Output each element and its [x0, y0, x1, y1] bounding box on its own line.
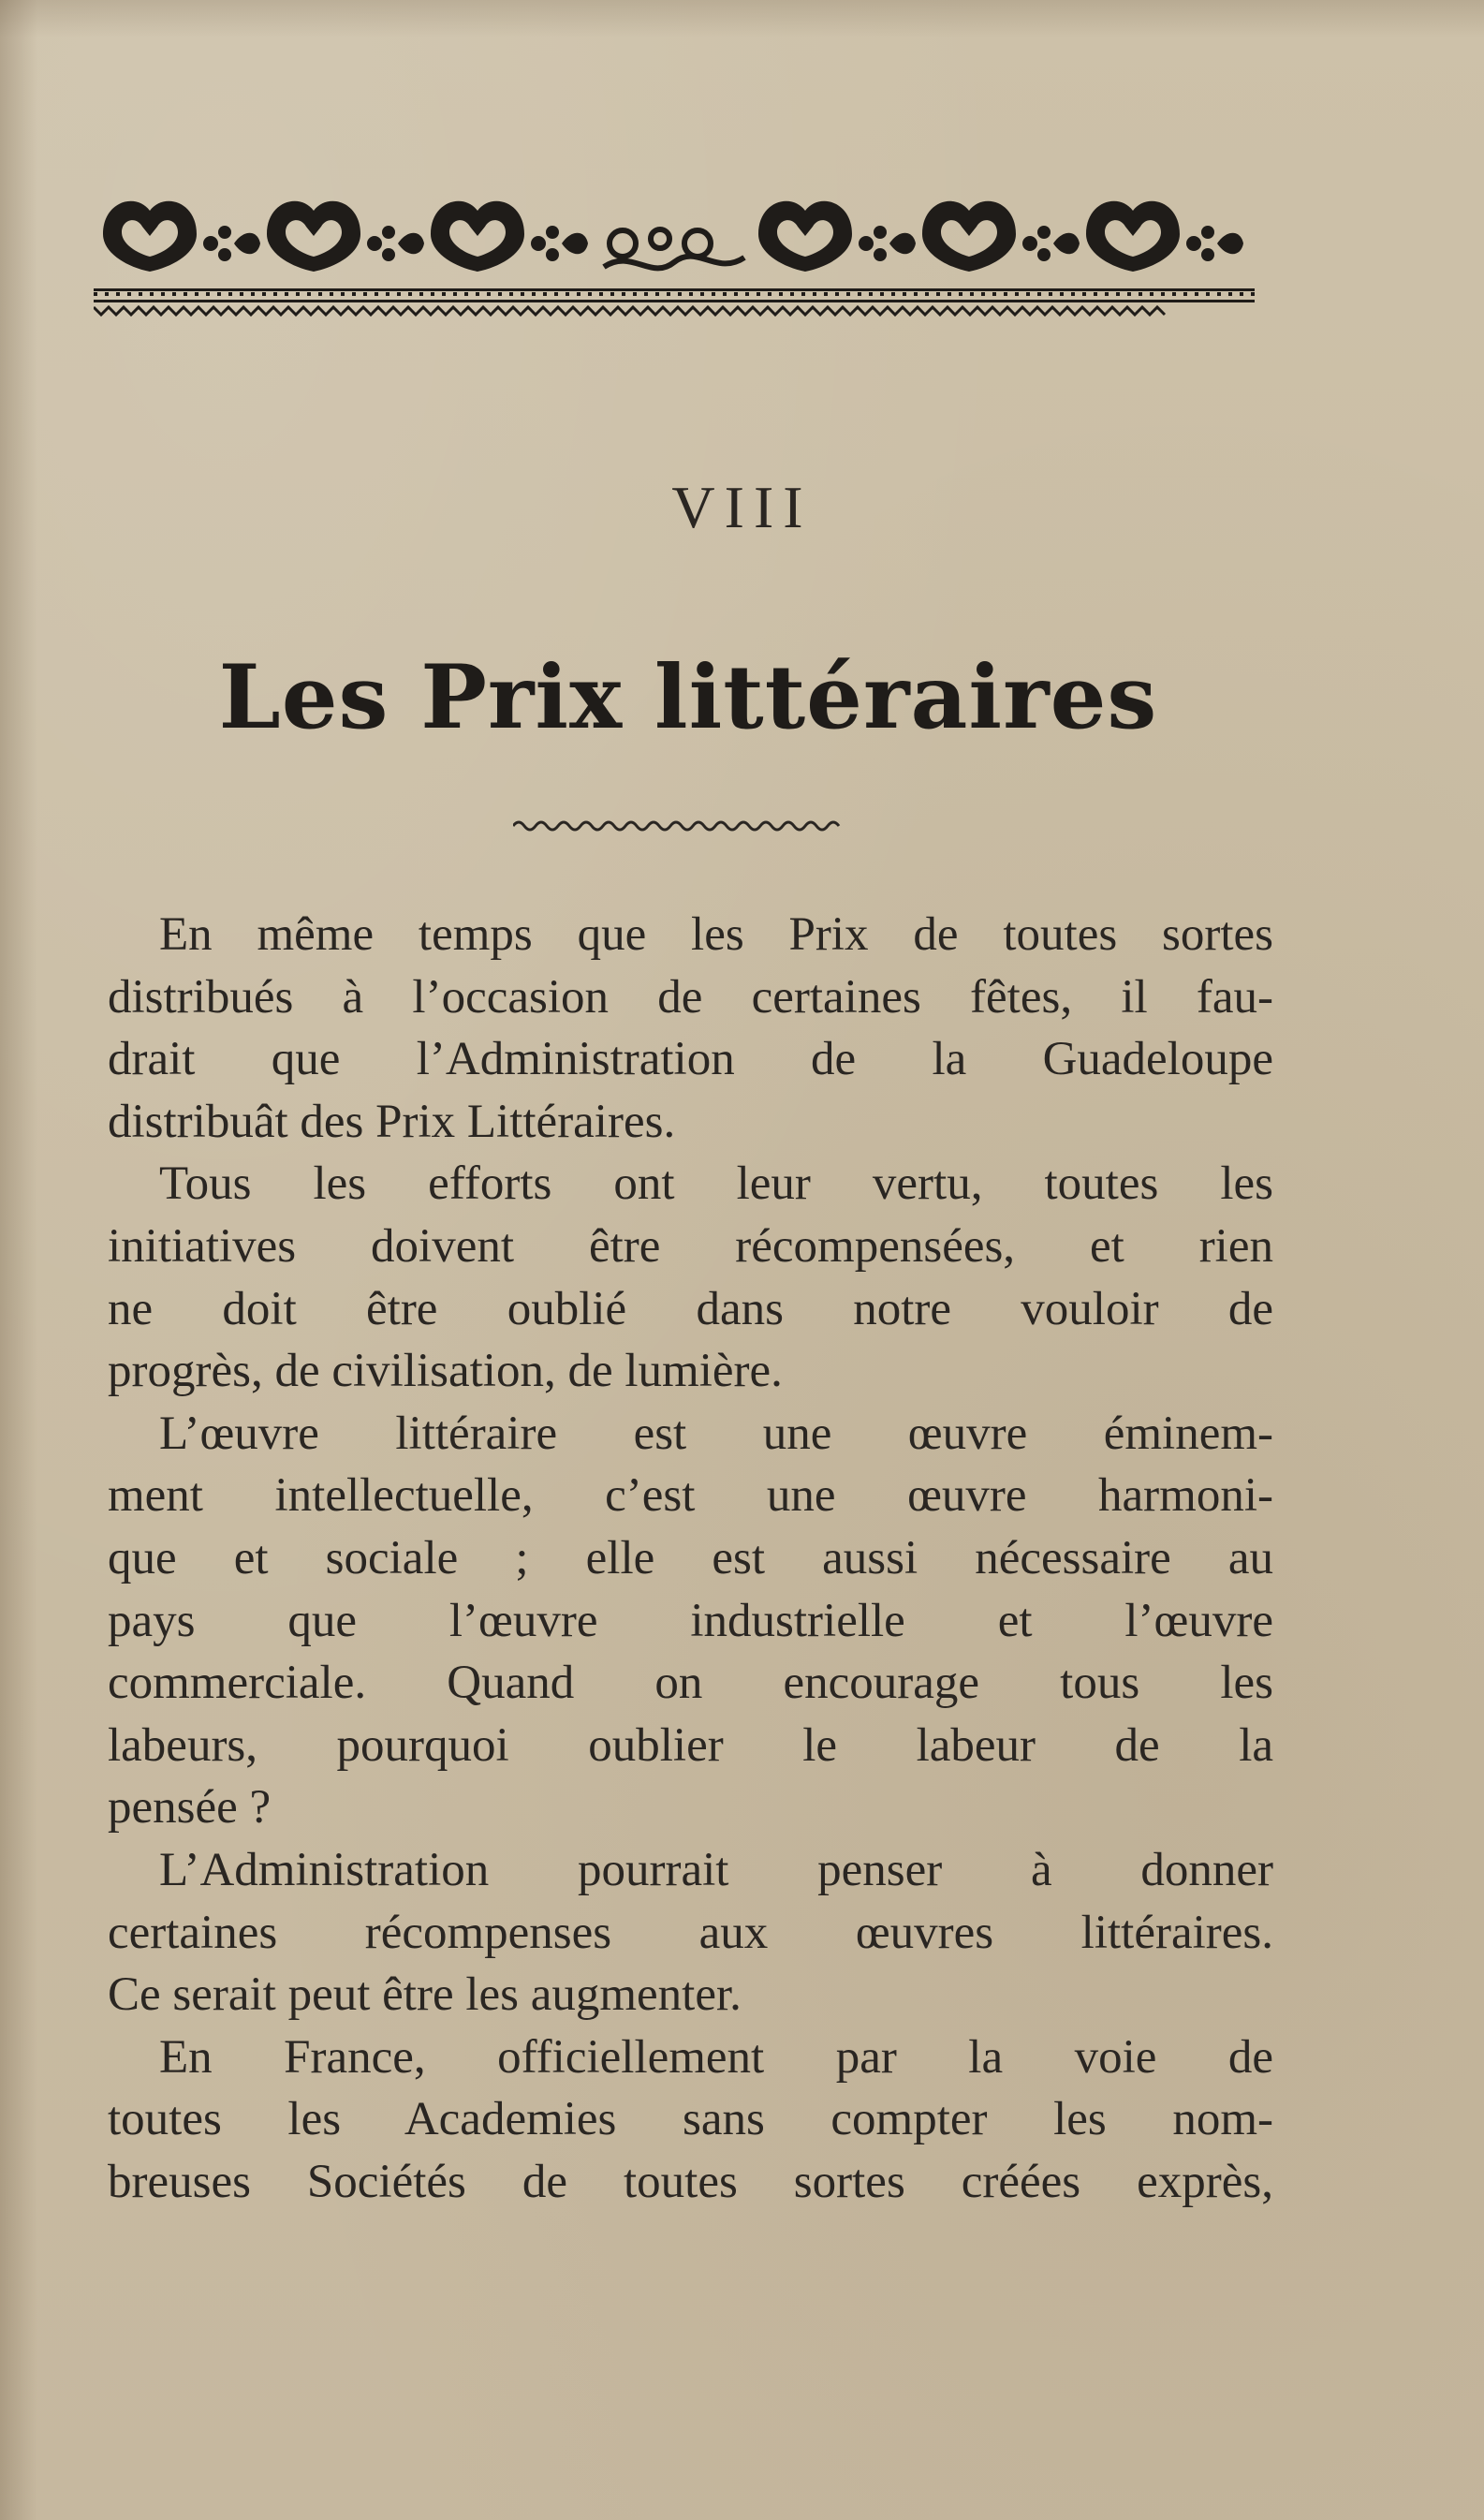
text-line: L’œuvre littéraire est une œuvre éminem-: [159, 1407, 1273, 1460]
text-line: ment intellectuelle, c’est une œuvre harmoni-: [108, 1469, 1273, 1523]
text-line: labeurs, pourquoi oublier le labeur de la: [108, 1718, 1273, 1772]
text-line: progrès, de civilisation, de lumière.: [108, 1345, 783, 1398]
chapter-title: Les Prix littéraires: [218, 646, 1158, 749]
text-line: que et sociale ; elle est aussi nécessaire au: [108, 1531, 1273, 1584]
text-line: pays que l’œuvre industrielle et l’œuvre: [108, 1594, 1273, 1647]
ornamental-header-band: [94, 178, 1255, 318]
text-line: distribuât des Prix Littéraires.: [108, 1095, 676, 1148]
text-line: L’Administration pourrait penser à donner: [159, 1843, 1273, 1896]
text-line: Ce serait peut être les augmenter.: [108, 1968, 742, 2022]
text-line: toutes les Academies sans compter les nom-: [108, 2093, 1273, 2146]
body-text: [108, 904, 1273, 2213]
text-line: En France, officiellement par la voie de: [159, 2030, 1273, 2084]
text-line: distribués à l’occasion de certaines fêtes, il fau-: [108, 970, 1273, 1024]
page-top-shadow: [0, 0, 1484, 37]
title-underline-ornament: [513, 815, 846, 837]
text-line: commerciale. Quand on encourage tous les: [108, 1657, 1273, 1710]
text-line: initiatives doivent être récompensées, et rien: [108, 1219, 1273, 1273]
page-edge-shadow: [0, 0, 37, 2520]
text-line: pensée ?: [108, 1781, 272, 1835]
text-line: breuses Sociétés de toutes sortes créées exprès,: [108, 2155, 1273, 2208]
text-line: certaines récompenses aux œuvres littéraires.: [108, 1906, 1273, 1959]
text-line: En même temps que les Prix de toutes sortes: [159, 908, 1273, 961]
chapter-number: VIII: [671, 474, 813, 540]
text-line: ne doit être oublié dans notre vouloir de: [108, 1282, 1273, 1335]
text-line: drait que l’Administration de la Guadeloupe: [108, 1033, 1273, 1086]
text-line: Tous les efforts ont leur vertu, toutes les: [159, 1157, 1273, 1211]
